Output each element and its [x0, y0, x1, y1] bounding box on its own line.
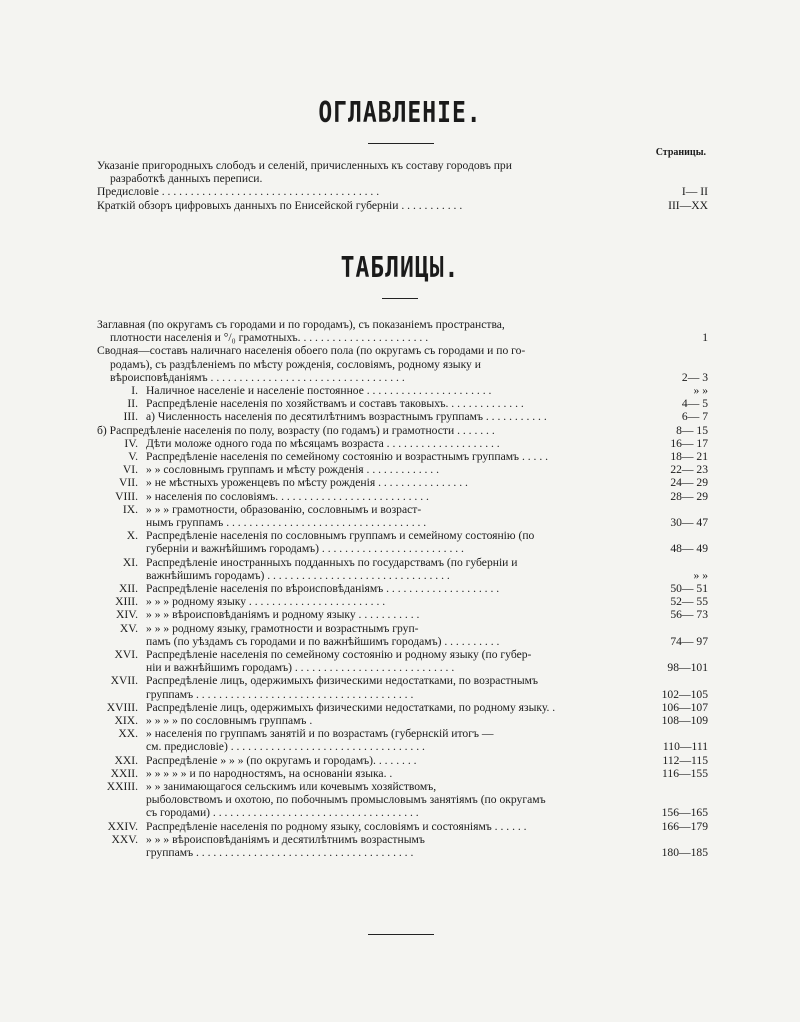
- table-entry-line: вѣроисповѣданіямъ . . . . . . . . . . . . . . . . . . . . . . . . . . . . . . . . . .: [110, 370, 405, 384]
- table-entry-line: рыболовствомъ и охотою, по побочнымъ промысловымъ занятіямъ (по округамъ: [146, 793, 546, 807]
- page-range: 108—109: [661, 714, 708, 727]
- table-entry-line: Распредѣленіе населенія по родному языку, сословіямъ и состояніямъ . . . . . .: [146, 819, 527, 833]
- table-number: VIII.: [115, 489, 138, 503]
- table-number: XIX.: [114, 714, 138, 727]
- page-range: 112—115: [662, 753, 708, 767]
- table-number: XIII.: [115, 595, 138, 609]
- table-entry-line: » » » грамотности, образованію, сословнымъ и возраст-: [146, 502, 422, 516]
- page-range: 102—105: [661, 687, 708, 701]
- table-entry-line: » » занимающагося сельскимъ или кочевымъ хозяйствомъ,: [146, 780, 437, 793]
- page-range: 166—179: [661, 819, 708, 833]
- table-entry-line: важнѣйшимъ городамъ) . . . . . . . . . . . . . . . . . . . . . . . . . . . . . . . .: [146, 568, 450, 582]
- table-entry-line: » » » родному языку . . . . . . . . . . . . . . . . . . . . . . . .: [146, 595, 386, 609]
- tables-heading: ТАБЛИЦЫ.: [340, 251, 460, 285]
- tables-heading-rule: [382, 298, 418, 299]
- table-number: VII.: [119, 476, 138, 490]
- table-entry-line: Распредѣленіе иностранныхъ подданныхъ по государствамъ (по губерніи и: [146, 555, 518, 569]
- pages-column-label: Страницы.: [655, 147, 706, 158]
- table-number: IX.: [122, 502, 138, 516]
- table-entry-line: Распредѣленіе лицъ, одержимыхъ физическими недостатками, по родному языку. .: [146, 700, 556, 714]
- page-range: 24— 29: [670, 476, 708, 490]
- page-range: 16— 17: [670, 436, 708, 450]
- table-entry-line: Заглавная (по округамъ съ городами и по городамъ), съ показаніемъ пространства,: [97, 318, 505, 331]
- page-range: 28— 29: [670, 489, 708, 503]
- table-number: XXIV.: [107, 819, 138, 833]
- table-entry-line: группамъ . . . . . . . . . . . . . . . . . . . . . . . . . . . . . . . . . . . . . .: [146, 846, 414, 859]
- page-range: I— II: [681, 185, 708, 199]
- table-entry-line: » населенія по сословіямъ. . . . . . . . . . . . . . . . . . . . . . . . . . .: [146, 489, 429, 503]
- table-number: X.: [126, 529, 138, 543]
- table-entry-line: Распредѣленіе населенія по семейному состоянію и возрастнымъ группамъ . . . . .: [146, 450, 549, 463]
- table-entry-line: плотности населенія и °/₀ грамотныхъ. . . . . . . . . . . . . . . . . . . . . . .: [110, 331, 429, 345]
- table-entry-line: Распредѣленіе » » » (по округамъ и городамъ). . . . . . . .: [146, 753, 417, 767]
- contents-entry-line: Указаніе пригородныхъ слободъ и селеній, причисленныхъ къ составу городовъ при: [97, 159, 512, 172]
- table-number: XXV.: [111, 832, 138, 846]
- page-range: 116—155: [662, 766, 708, 780]
- page-range: 1: [702, 331, 708, 345]
- page-range: 180—185: [661, 846, 708, 859]
- page-range: 98—101: [667, 661, 708, 675]
- table-number: XIV.: [115, 608, 138, 622]
- table-entry-line: » » » » » и по народностямъ, на основаніи языка. .: [146, 766, 393, 780]
- page-range: 6— 7: [681, 410, 708, 424]
- page-range: 106—107: [661, 700, 708, 714]
- table-number: VI.: [122, 463, 138, 477]
- contents-entry-line: Краткій обзоръ цифровыхъ данныхъ по Енисейской губерніи . . . . . . . . . . .: [97, 198, 463, 212]
- table-entry-line: Распредѣленіе лицъ, одержимыхъ физическими недостатками, по возрастнымъ: [146, 674, 538, 688]
- table-entry-line: » » сословнымъ группамъ и мѣсту рожденія . . . . . . . . . . . . .: [146, 463, 439, 477]
- table-number: XX.: [118, 727, 138, 741]
- table-number: XXIII.: [106, 780, 138, 793]
- table-number: I.: [131, 384, 138, 397]
- table-entry-line: губерніи и важнѣйшимъ городамъ) . . . . . . . . . . . . . . . . . . . . . . . . .: [146, 542, 464, 556]
- table-entry-line: Сводная—составъ наличнаго населенія обоего пола (по округамъ съ городами и по го-: [97, 344, 526, 358]
- page-range: 74— 97: [670, 634, 708, 648]
- table-entry-line: Распредѣленіе населенія по семейному состоянію и родному языку (по губер-: [146, 648, 532, 661]
- contents-entry-line: Предисловіе . . . . . . . . . . . . . . . . . . . . . . . . . . . . . . . . . . . . . .: [97, 185, 380, 199]
- table-number: XV.: [119, 621, 138, 635]
- table-entry-line: » » » вѣроисповѣданіямъ и родному языку . . . . . . . . . . .: [146, 608, 420, 622]
- table-number: XVIII.: [106, 700, 138, 714]
- page-range: 8— 15: [676, 423, 708, 437]
- page-range: 4— 5: [681, 397, 708, 411]
- page-range: 50— 51: [670, 582, 708, 595]
- page-range: 48— 49: [670, 542, 708, 556]
- page-range: 30— 47: [670, 516, 708, 529]
- page-range: » »: [693, 568, 708, 582]
- table-entry-line: нымъ группамъ . . . . . . . . . . . . . . . . . . . . . . . . . . . . . . . . . . .: [146, 516, 427, 529]
- table-entry-line: Распредѣленіе населенія по вѣроисповѣданіямъ . . . . . . . . . . . . . . . . . . . .: [146, 582, 500, 595]
- table-entry-line: » населенія по группамъ занятій и по возрастамъ (губернскій итогъ —: [146, 727, 494, 741]
- table-number: XXII.: [110, 766, 138, 780]
- table-number: XII.: [119, 582, 138, 595]
- page-range: » »: [693, 384, 708, 397]
- table-number: V.: [128, 450, 138, 463]
- heading-rule: [368, 143, 434, 144]
- page-range: 18— 21: [670, 450, 708, 463]
- table-number: II.: [127, 397, 138, 411]
- page-range: 56— 73: [670, 608, 708, 622]
- table-entry-line: см. предисловіе) . . . . . . . . . . . . . . . . . . . . . . . . . . . . . . . . . .: [146, 740, 425, 754]
- table-entry-line: съ городами) . . . . . . . . . . . . . . . . . . . . . . . . . . . . . . . . . . . .: [146, 806, 419, 820]
- page-range: 110—111: [662, 740, 708, 754]
- table-entry-line: Распредѣленіе населенія по хозяйствамъ и составъ таковыхъ. . . . . . . . . . . . . .: [146, 397, 524, 411]
- page-range: 52— 55: [670, 595, 708, 609]
- table-number: XVI.: [114, 648, 138, 661]
- table-entry-line: ніи и важнѣйшимъ городамъ) . . . . . . . . . . . . . . . . . . . . . . . . . . . .: [146, 661, 455, 675]
- table-number: XVII.: [110, 674, 138, 688]
- bottom-rule: [368, 934, 434, 935]
- page-range: 156—165: [661, 806, 708, 820]
- table-entry-line: Наличное населеніе и населеніе постоянное . . . . . . . . . . . . . . . . . . . . . .: [146, 384, 492, 397]
- table-entry-line: » не мѣстныхъ уроженцевъ по мѣсту рожденія . . . . . . . . . . . . . . . .: [146, 476, 468, 490]
- contents-entry-line: разработкѣ данныхъ переписи.: [110, 172, 263, 186]
- table-number: IV.: [124, 436, 138, 450]
- table-entry-line: группамъ . . . . . . . . . . . . . . . . . . . . . . . . . . . . . . . . . . . . . .: [146, 687, 414, 701]
- page-range: 22— 23: [670, 463, 708, 477]
- table-entry-line: » » » вѣроисповѣданіямъ и десятилѣтнимъ возрастнымъ: [146, 832, 425, 846]
- contents-heading: ОГЛАВЛЕНІЕ.: [318, 96, 482, 130]
- table-entry-line: а) Численность населенія по десятилѣтнимъ возрастнымъ группамъ . . . . . . . . . . .: [146, 410, 547, 424]
- page-range: 2— 3: [681, 370, 708, 384]
- table-number: XXI.: [114, 753, 138, 767]
- table-entry-line: Дѣти моложе одного года по мѣсяцамъ возраста . . . . . . . . . . . . . . . . . . . .: [146, 436, 500, 450]
- table-entry-line: б) Распредѣленіе населенія по полу, возрасту (по годамъ) и грамотности . . . . . . .: [97, 423, 495, 437]
- table-entry-line: » » » » по сословнымъ группамъ .: [146, 714, 313, 727]
- table-entry-line: Распредѣленіе населенія по сословнымъ группамъ и семейному состоянію (по: [146, 529, 535, 543]
- table-entry-line: родамъ), съ раздѣленіемъ по мѣсту рожденія, сословіямъ, родному языку и: [110, 357, 481, 371]
- table-entry-line: » » » родному языку, грамотности и возрастнымъ груп-: [146, 621, 419, 635]
- table-number: XI.: [122, 555, 138, 569]
- table-entry-line: памъ (по уѣздамъ съ городами и по важнѣйшимъ городамъ) . . . . . . . . . .: [146, 634, 500, 648]
- table-number: III.: [123, 410, 138, 424]
- page-range: III—XX: [668, 198, 708, 212]
